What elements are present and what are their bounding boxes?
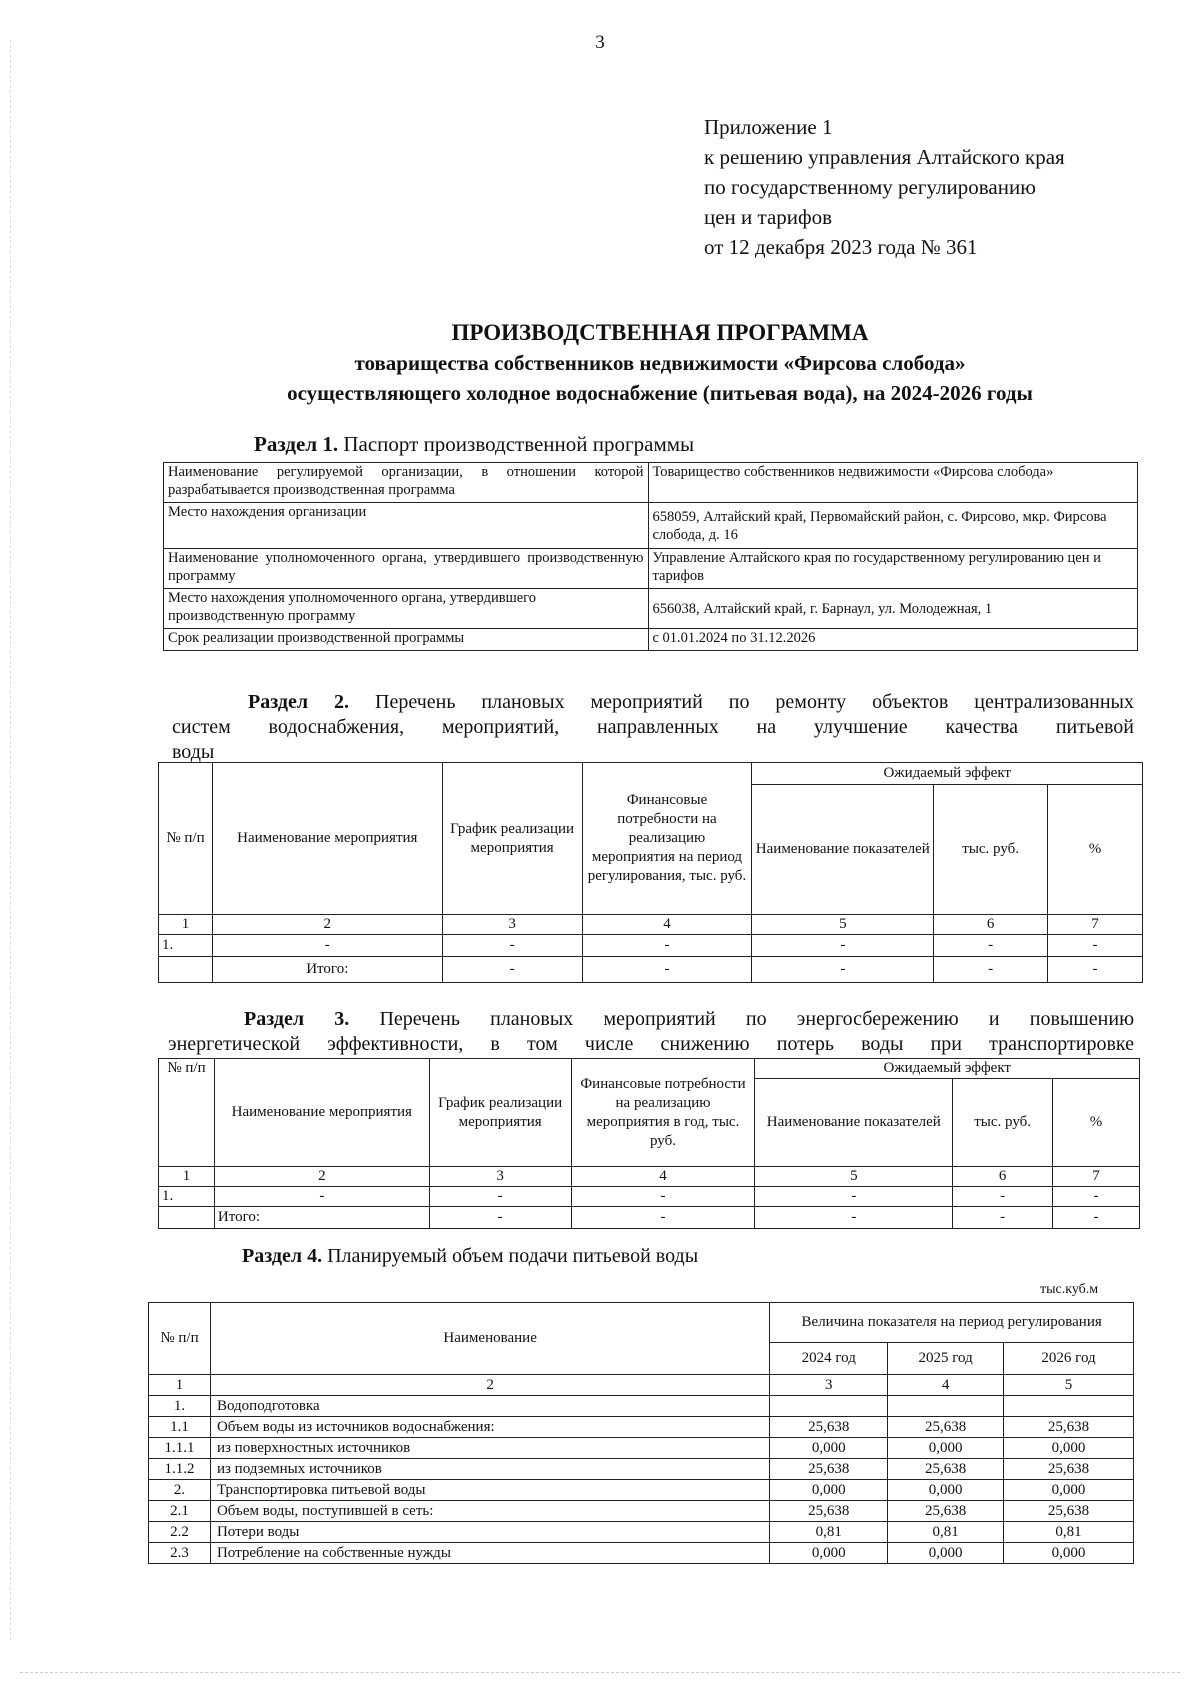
section1-title: Паспорт производственной программы bbox=[343, 432, 695, 456]
col-number: 7 bbox=[1048, 915, 1143, 935]
passport-table bbox=[163, 462, 1138, 651]
row-value-2026 bbox=[1004, 1396, 1134, 1417]
row-name: Объем воды, поступившей в сеть: bbox=[210, 1501, 769, 1522]
appendix-line: к решению управления Алтайского края bbox=[704, 145, 1065, 169]
total-label: Итого: bbox=[214, 1207, 429, 1229]
scan-edge bbox=[10, 40, 11, 1640]
table-row bbox=[164, 589, 1138, 629]
header-period: Величина показателя на период регулирования bbox=[770, 1303, 1134, 1343]
table-row bbox=[149, 1522, 1134, 1543]
header-indicators: Наименование показателей bbox=[755, 1079, 953, 1167]
header-year: 2024 год bbox=[770, 1343, 888, 1375]
passport-name: Наименование уполномоченного органа, утвердившего производственную программу bbox=[164, 549, 649, 589]
section4-label: Раздел 4. bbox=[242, 1245, 323, 1267]
header-finance: Финансовые потребности на реализацию мероприятия на период регулирования, тыс. руб. bbox=[582, 763, 752, 915]
row-number: 1. bbox=[149, 1396, 211, 1417]
header-year: 2025 год bbox=[888, 1343, 1004, 1375]
row-value-2026: 25,638 bbox=[1004, 1417, 1134, 1438]
row-value-2025: 0,000 bbox=[888, 1543, 1004, 1564]
row-name: Потребление на собственные нужды bbox=[210, 1543, 769, 1564]
table-row bbox=[164, 629, 1138, 651]
table-cell: - bbox=[755, 1187, 953, 1207]
col-number: 1 bbox=[159, 1167, 215, 1187]
row-value-2025: 0,000 bbox=[888, 1438, 1004, 1459]
row-value-2026: 0,000 bbox=[1004, 1480, 1134, 1501]
row-name: Потери воды bbox=[210, 1522, 769, 1543]
col-number: 5 bbox=[755, 1167, 953, 1187]
col-number: 4 bbox=[582, 915, 752, 935]
appendix-block bbox=[704, 112, 1065, 262]
row-value-2025 bbox=[888, 1396, 1004, 1417]
table-row bbox=[159, 935, 1143, 957]
section4-table bbox=[148, 1302, 1134, 1564]
table-header-row bbox=[159, 1059, 1140, 1079]
row-value-2025: 25,638 bbox=[888, 1501, 1004, 1522]
passport-value: с 01.01.2024 по 31.12.2026 bbox=[648, 629, 1138, 651]
table-cell: - bbox=[429, 1207, 571, 1229]
section3-label: Раздел 3. bbox=[244, 1008, 350, 1030]
scan-edge bbox=[20, 1672, 1180, 1673]
header-name: Наименование мероприятия bbox=[212, 763, 442, 915]
row-value-2025: 25,638 bbox=[888, 1459, 1004, 1480]
row-name: из подземных источников bbox=[210, 1459, 769, 1480]
table-cell: - bbox=[755, 1207, 953, 1229]
table-header-row bbox=[159, 763, 1143, 785]
col-number: 1 bbox=[149, 1375, 211, 1396]
table-cell: - bbox=[1048, 935, 1143, 957]
passport-name: Место нахождения организации bbox=[164, 503, 649, 549]
table-cell: - bbox=[429, 1187, 571, 1207]
col-number: 5 bbox=[752, 915, 934, 935]
title-line-2: товарищества собственников недвижимости «Фирсова слобода» bbox=[354, 351, 966, 375]
passport-value: Товарищество собственников недвижимости «Фирсова слобода» bbox=[648, 463, 1138, 503]
row-number: 2.3 bbox=[149, 1543, 211, 1564]
table-cell: 1. bbox=[159, 935, 213, 957]
document-title bbox=[170, 318, 1150, 408]
table-cell: - bbox=[1053, 1207, 1140, 1229]
appendix-line: Приложение 1 bbox=[704, 115, 833, 139]
table-row bbox=[164, 503, 1138, 549]
passport-value: 656038, Алтайский край, г. Барнаул, ул. Молодежная, 1 bbox=[648, 589, 1138, 629]
section2-title-line3: воды bbox=[172, 741, 215, 763]
row-name: Транспортировка питьевой воды bbox=[210, 1480, 769, 1501]
section3-title-line2: энергетической эффективности, в том числе снижению потерь воды при транспортировке bbox=[168, 1033, 1134, 1055]
row-value-2026: 0,000 bbox=[1004, 1438, 1134, 1459]
table-cell: - bbox=[214, 1187, 429, 1207]
table-cell: 1. bbox=[159, 1187, 215, 1207]
header-name: Наименование bbox=[210, 1303, 769, 1375]
section4-title: Планируемый объем подачи питьевой воды bbox=[327, 1245, 699, 1267]
section2-label: Раздел 2. bbox=[248, 691, 350, 713]
section2-title-line1: Перечень плановых мероприятий по ремонту объектов централизованных bbox=[375, 691, 1134, 713]
title-line-3: осуществляющего холодное водоснабжение (питьевая вода), на 2024-2026 годы bbox=[287, 381, 1033, 405]
row-value-2024: 0,000 bbox=[770, 1480, 888, 1501]
table-cell: - bbox=[212, 935, 442, 957]
passport-value: 658059, Алтайский край, Первомайский район, с. Фирсово, мкр. Фирсова слобода, д. 16 bbox=[648, 503, 1138, 549]
row-value-2024: 25,638 bbox=[770, 1417, 888, 1438]
table-cell: - bbox=[752, 957, 934, 983]
appendix-line: по государственному регулированию bbox=[704, 175, 1036, 199]
col-number: 6 bbox=[934, 915, 1048, 935]
table-row bbox=[159, 1187, 1140, 1207]
section2-table bbox=[158, 762, 1143, 983]
table-cell: - bbox=[1053, 1187, 1140, 1207]
header-indicators: Наименование показателей bbox=[752, 785, 934, 915]
col-number: 4 bbox=[571, 1167, 755, 1187]
row-value-2026: 0,81 bbox=[1004, 1522, 1134, 1543]
table-row bbox=[149, 1438, 1134, 1459]
header-effect: Ожидаемый эффект bbox=[752, 763, 1143, 785]
header-name: Наименование мероприятия bbox=[214, 1059, 429, 1167]
page-number: 3 bbox=[595, 32, 605, 53]
table-cell: - bbox=[953, 1207, 1053, 1229]
table-cell: - bbox=[953, 1187, 1053, 1207]
table-cell: - bbox=[582, 957, 752, 983]
table-cell: - bbox=[571, 1207, 755, 1229]
header-pct: % bbox=[1053, 1079, 1140, 1167]
table-row bbox=[149, 1375, 1134, 1396]
row-value-2025: 0,81 bbox=[888, 1522, 1004, 1543]
row-value-2024: 0,81 bbox=[770, 1522, 888, 1543]
row-value-2025: 25,638 bbox=[888, 1417, 1004, 1438]
col-number: 6 bbox=[953, 1167, 1053, 1187]
col-number: 7 bbox=[1053, 1167, 1140, 1187]
passport-name: Наименование регулируемой организации, в отношении которой разрабатывается производственная программа bbox=[164, 463, 649, 503]
section2-title-line2: систем водоснабжения, мероприятий, направленных на улучшение качества питьевой bbox=[172, 716, 1134, 738]
row-name: Объем воды из источников водоснабжения: bbox=[210, 1417, 769, 1438]
passport-value: Управление Алтайского края по государственному регулированию цен и тарифов bbox=[648, 549, 1138, 589]
unit-label: тыс.куб.м bbox=[1040, 1282, 1099, 1297]
table-cell: - bbox=[934, 957, 1048, 983]
row-value-2026: 25,638 bbox=[1004, 1459, 1134, 1480]
row-value-2026: 0,000 bbox=[1004, 1543, 1134, 1564]
header-rub: тыс. руб. bbox=[934, 785, 1048, 915]
table-cell: - bbox=[1048, 957, 1143, 983]
table-cell: - bbox=[442, 957, 582, 983]
table-row bbox=[149, 1396, 1134, 1417]
section2-heading bbox=[172, 690, 1134, 765]
row-number: 1.1.2 bbox=[149, 1459, 211, 1480]
row-value-2024: 0,000 bbox=[770, 1438, 888, 1459]
row-value-2024 bbox=[770, 1396, 888, 1417]
table-cell: - bbox=[752, 935, 934, 957]
section3-heading bbox=[168, 1007, 1134, 1057]
table-row bbox=[149, 1501, 1134, 1522]
row-name: Водоподготовка bbox=[210, 1396, 769, 1417]
col-number: 2 bbox=[214, 1167, 429, 1187]
col-number: 1 bbox=[159, 915, 213, 935]
table-row bbox=[159, 1167, 1140, 1187]
header-finance: Финансовые потребности на реализацию мероприятия в год, тыс. руб. bbox=[571, 1059, 755, 1167]
header-schedule: График реализации мероприятия bbox=[429, 1059, 571, 1167]
col-number: 2 bbox=[212, 915, 442, 935]
table-row bbox=[159, 915, 1143, 935]
col-number: 4 bbox=[888, 1375, 1004, 1396]
section1-label: Раздел 1. bbox=[254, 432, 339, 456]
section3-title-line1: Перечень плановых мероприятий по энергосбережению и повышению bbox=[379, 1008, 1135, 1030]
col-number: 3 bbox=[770, 1375, 888, 1396]
row-value-2024: 25,638 bbox=[770, 1501, 888, 1522]
table-header-row bbox=[149, 1303, 1134, 1343]
table-row bbox=[164, 549, 1138, 589]
section3-table bbox=[158, 1058, 1140, 1229]
table-row bbox=[149, 1459, 1134, 1480]
table-cell bbox=[159, 1207, 215, 1229]
row-value-2024: 0,000 bbox=[770, 1543, 888, 1564]
table-row bbox=[149, 1480, 1134, 1501]
row-number: 2. bbox=[149, 1480, 211, 1501]
header-pct: % bbox=[1048, 785, 1143, 915]
row-number: 2.1 bbox=[149, 1501, 211, 1522]
appendix-line: от 12 декабря 2023 года № 361 bbox=[704, 235, 978, 259]
total-label: Итого: bbox=[212, 957, 442, 983]
section1-heading bbox=[254, 432, 694, 457]
header-schedule: График реализации мероприятия bbox=[442, 763, 582, 915]
header-rub: тыс. руб. bbox=[953, 1079, 1053, 1167]
col-number: 5 bbox=[1004, 1375, 1134, 1396]
passport-name: Место нахождения уполномоченного органа, утвердившего производственную программу bbox=[164, 589, 649, 629]
header-year: 2026 год bbox=[1004, 1343, 1134, 1375]
row-value-2025: 0,000 bbox=[888, 1480, 1004, 1501]
col-number: 3 bbox=[442, 915, 582, 935]
col-number: 3 bbox=[429, 1167, 571, 1187]
row-name: из поверхностных источников bbox=[210, 1438, 769, 1459]
row-number: 1.1 bbox=[149, 1417, 211, 1438]
table-total-row bbox=[159, 1207, 1140, 1229]
header-num: № п/п bbox=[149, 1303, 211, 1375]
table-cell bbox=[159, 957, 213, 983]
row-number: 2.2 bbox=[149, 1522, 211, 1543]
appendix-line: цен и тарифов bbox=[704, 205, 833, 229]
header-num: № п/п bbox=[159, 763, 213, 915]
passport-name: Срок реализации производственной программы bbox=[164, 629, 649, 651]
row-value-2026: 25,638 bbox=[1004, 1501, 1134, 1522]
table-cell: - bbox=[571, 1187, 755, 1207]
table-cell: - bbox=[442, 935, 582, 957]
row-value-2024: 25,638 bbox=[770, 1459, 888, 1480]
table-row bbox=[149, 1417, 1134, 1438]
header-num: № п/п bbox=[159, 1059, 215, 1167]
header-effect: Ожидаемый эффект bbox=[755, 1059, 1140, 1079]
row-number: 1.1.1 bbox=[149, 1438, 211, 1459]
col-number: 2 bbox=[210, 1375, 769, 1396]
table-row bbox=[164, 463, 1138, 503]
table-row bbox=[149, 1543, 1134, 1564]
table-cell: - bbox=[934, 935, 1048, 957]
section4-heading bbox=[242, 1244, 698, 1269]
title-main: ПРОИЗВОДСТВЕННАЯ ПРОГРАММА bbox=[451, 320, 869, 345]
table-total-row bbox=[159, 957, 1143, 983]
table-cell: - bbox=[582, 935, 752, 957]
